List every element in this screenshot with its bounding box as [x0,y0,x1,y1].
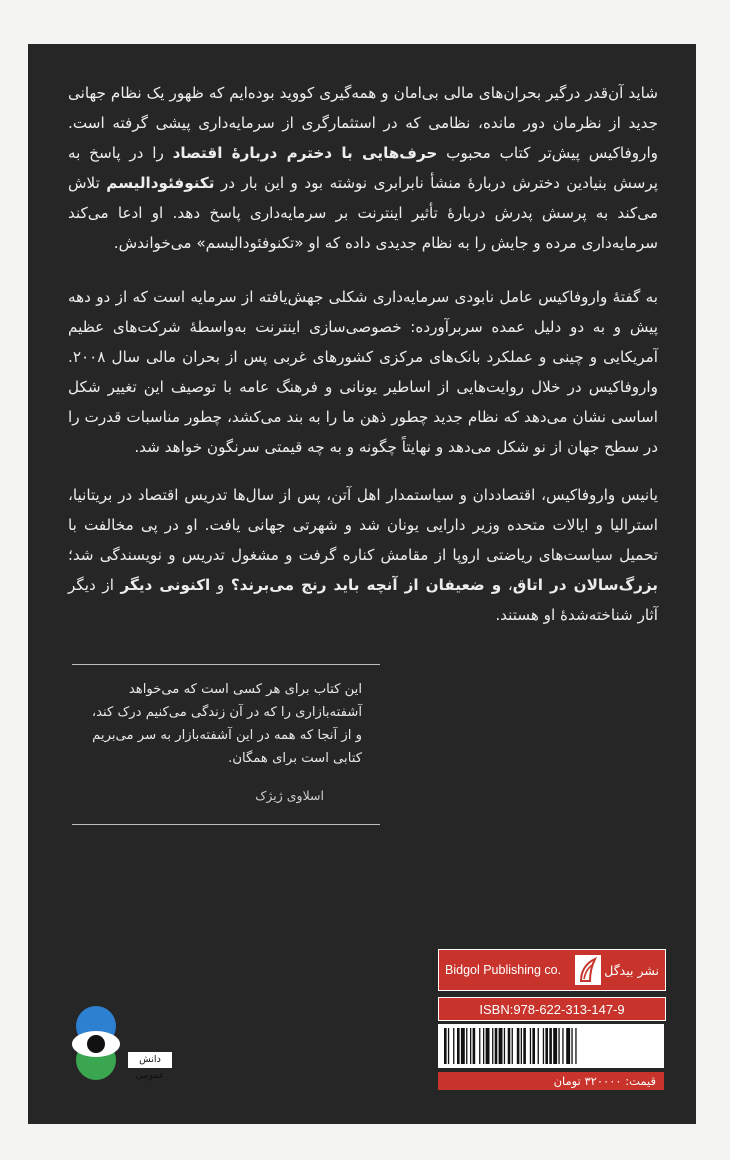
publisher-logo-icon [575,955,601,985]
barcode-bar [566,1028,570,1064]
barcode-bar [495,1028,498,1064]
barcode-bar [512,1028,513,1064]
publisher-bar [438,949,666,991]
author-bio-paragraph [68,480,658,630]
barcode-bar [466,1028,467,1064]
barcode-bar [479,1028,480,1064]
p3-text-3: و [210,576,231,594]
p3-text-1: یانیس واروفاکیس، اقتصاددان و سیاستمدار اهل آتن، پس از سال‌ها تدریس اقتصاد در بریتانیا، استرالیا و ایالات متحده وزیر دارایی یونان شد و شهرتی جهانی یافت. او در پی مخالفت با تحمیل سیاست‌های ریاضتی اروپا از مقامش کناره گرفت و مشغول تدریس و نویسندگی شد؛ [68,486,658,564]
barcode-bar [492,1028,493,1064]
barcode-bar [538,1028,539,1064]
barcode-bar [532,1028,535,1064]
barcode-bar [483,1028,484,1064]
barcode-bar [543,1028,544,1064]
quote-divider-top [72,664,380,665]
barcode-bar [470,1028,471,1064]
endorsement-quote [72,678,362,770]
barcode-bar [504,1028,505,1064]
p3-text-4: از دیگر آثار شناخته‌شدهٔ او هستند. [68,576,658,624]
isbn: ISBN:978-622-313-147-9 [438,997,666,1021]
barcode-bar [553,1028,557,1064]
quote-line: آشفته‌بازاری را که در آن زندگی می‌کنیم درک کند، [91,705,362,720]
barcode-bar [499,1028,503,1064]
barcode-bar [486,1028,490,1064]
description-paragraph-1 [68,78,658,258]
work-title-2: و ضعیفان از آنچه باید رنج می‌برند؟ [230,576,502,594]
barcode-bar [461,1028,465,1064]
barcode-bar [523,1028,526,1064]
barcode-bar [473,1028,476,1064]
quote-author: اسلاوی ژیژک [255,788,324,803]
quote-line: این کتاب برای هر کسی است که می‌خواهد [128,682,362,697]
barcode-bar [575,1028,576,1064]
barcode-bar [545,1028,548,1064]
barcode-bar [517,1028,520,1064]
barcode-bar [530,1028,531,1064]
quote-divider-bottom [72,824,380,825]
publisher-name-fa: نشر بیدگل [604,962,659,978]
barcode-bar [558,1028,559,1064]
technofeudalism-title: تکنوفئودالیسم [106,174,215,192]
back-cover [28,44,696,1124]
work-title-3: اکنونی دیگر [120,576,211,594]
quote-line: کتابی است برای همگان. [228,751,362,766]
barcode-bar [453,1028,454,1064]
barcode-bar [448,1028,449,1064]
barcode-bar [571,1028,572,1064]
p1-text-2: را در پاسخ به پرسش بنیادین دخترش دربارهٔ منشأ نابرابری نوشته بود و این بار در [68,144,659,192]
p1-text-3: تلاش می‌کند به پرسش پدرش دربارهٔ تأثیر اینترنت بر سرمایه‌داری پاسخ دهد. او ادعا می‌کند سرمایه‌داری مرده و جایش را به نظام جدیدی داده که او «تکنوفئودالیسم» می‌خواندش. [68,174,658,252]
barcode-bar [562,1028,563,1064]
barcode-bar [508,1028,511,1064]
barcode-bar [457,1028,460,1064]
work-title-1: بزرگ‌سالان در اتاق [512,576,659,594]
barcode [438,1024,664,1068]
quote-line: و از آنجا که همه در این آشفته‌بازار به سر می‌بریم [92,728,362,743]
price: قیمت: ۳۲۰۰۰۰ تومان [438,1072,664,1090]
description-paragraph-2: به گفتهٔ واروفاکیس عامل نابودی سرمایه‌داری شکلی جهش‌یافته از سرمایه است که از دو دهه پیش و به دو دلیل عمده سربرآورده: خصوصی‌سازی اینترنت به‌واسطهٔ شرکت‌های عظیم آمریکایی و چینی و عملکرد بانک‌های مرکزی کشورهای غربی پس از بحران مالی سال ۲۰۰۸. واروفاکیس در خلال روایت‌هایی از اساطیر یونانی و فرهنگ عامه با توصیف این تغییر شکل اساسی نشان می‌دهد که نظام جدید چطور ذهن ما را به بند می‌کشد، چطور مناسبات قدرت را در سطح جهان از نو شکل می‌دهد و نهایتاً چگونه و به چه قیمتی سرنگون خواهد شد. [68,288,658,456]
p3-text-2: ، [501,576,513,594]
barcode-bar [444,1028,447,1064]
publisher-name-en: Bidgol Publishing co. [445,963,562,977]
barcode-bar [521,1028,522,1064]
barcode-bar [549,1028,552,1064]
p1-text-1: شاید آن‌قدر درگیر بحران‌های مالی بی‌امان و همه‌گیری کووید بوده‌ایم که ظهور یک نظام جهانی جدید از نظرمان دور مانده، نظامی که در استثمارگری از سرمایه‌داری پیشی گرفته است. واروفاکیس پیش‌تر کتاب محبوب [68,84,658,162]
imprint-name: دانش عمومی [128,1052,172,1068]
eye-imprint-icon [66,1004,126,1084]
book-title-reference: حرف‌هایی با دخترم دربارهٔ اقتصاد [172,144,438,162]
